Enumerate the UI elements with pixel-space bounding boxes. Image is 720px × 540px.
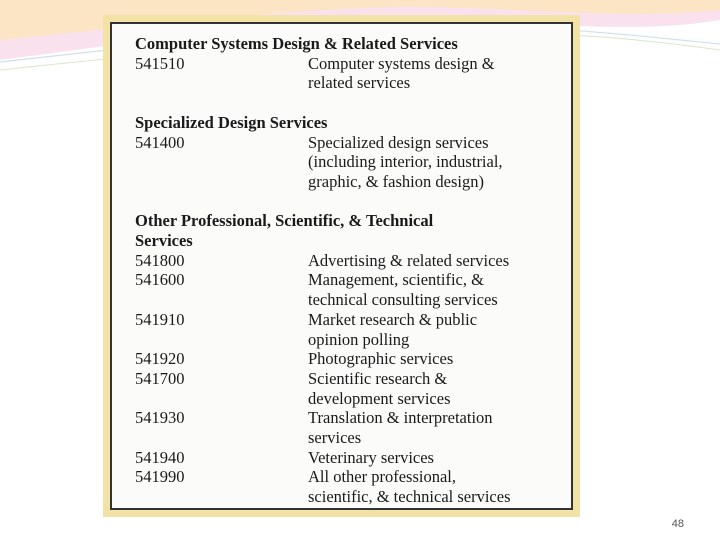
industry-description: Management, scientific, & <box>308 270 484 290</box>
industry-description: All other professional, <box>308 467 457 487</box>
section-heading: Other Professional, Scientific, & Technical <box>135 211 434 231</box>
section-heading: Services <box>135 231 193 250</box>
industry-description: Computer systems design & <box>308 53 495 73</box>
industry-description: Veterinary services <box>308 447 434 467</box>
naics-table-document <box>110 22 573 510</box>
industry-description: technical consulting services <box>308 290 498 310</box>
slide-number: 48 <box>671 518 684 530</box>
industry-description: graphic, & fashion design) <box>308 171 484 191</box>
industry-description: Translation & interpretation <box>308 408 493 428</box>
naics-code: 541990 <box>135 467 185 487</box>
industry-description: related services <box>308 73 411 93</box>
industry-description: services <box>308 428 362 447</box>
section-heading: Computer Systems Design & Related Services <box>135 34 458 53</box>
industry-description: scientific, & technical services <box>308 487 511 507</box>
naics-code: 541510 <box>135 53 185 73</box>
industry-description: (including interior, industrial, <box>308 152 503 172</box>
naics-code: 541920 <box>135 349 185 369</box>
naics-code: 541600 <box>135 270 185 290</box>
section-heading: Specialized Design Services <box>135 112 328 132</box>
naics-code: 541800 <box>135 250 185 270</box>
industry-description: development services <box>308 388 451 408</box>
industry-description: Specialized design services <box>308 132 489 152</box>
industry-description: Market research & public <box>308 309 478 329</box>
table-image-frame <box>103 15 580 517</box>
naics-code: 541910 <box>135 309 185 329</box>
industry-description: Scientific research & <box>308 368 448 388</box>
naics-code: 541940 <box>135 447 185 467</box>
industry-description: Advertising & related services <box>308 250 510 270</box>
naics-code: 541700 <box>135 368 185 388</box>
naics-code: 541930 <box>135 408 185 428</box>
naics-code: 541400 <box>135 132 185 152</box>
industry-description: Photographic services <box>308 349 454 369</box>
industry-description: opinion polling <box>308 329 410 349</box>
